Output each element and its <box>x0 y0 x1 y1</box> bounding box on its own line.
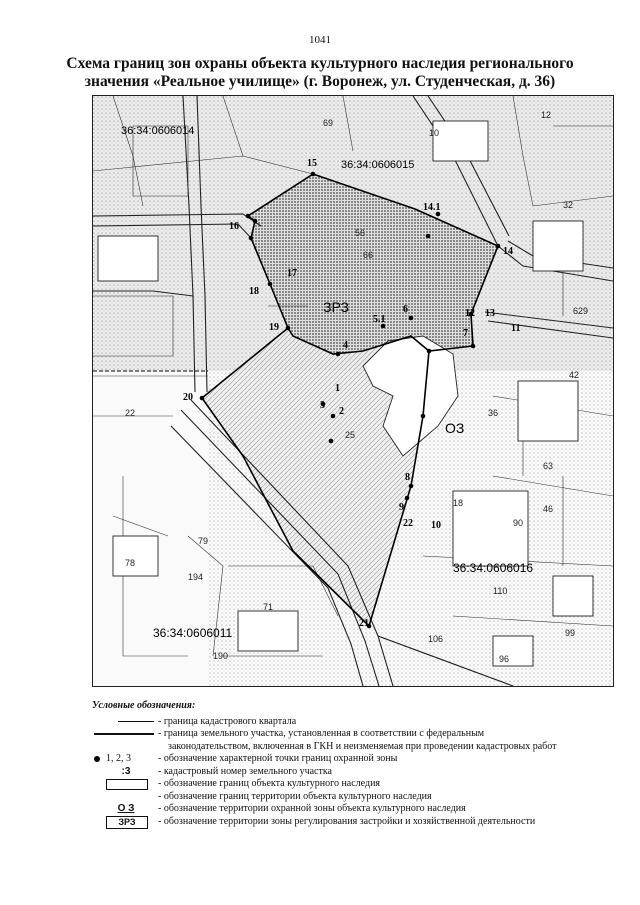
building-36 <box>518 381 578 441</box>
oz-label: ОЗ <box>445 420 465 436</box>
zrz-symbol: ЗРЗ <box>106 816 148 829</box>
legend-row-quarter <box>92 716 612 729</box>
svg-text:25: 25 <box>345 430 356 440</box>
point-dot-icon <box>94 756 100 762</box>
parcel-number-symbol: :3 <box>121 765 131 777</box>
svg-text:6: 6 <box>403 304 408 315</box>
building-90 <box>453 491 528 566</box>
legend-row-oz <box>92 803 612 816</box>
svg-text:19: 19 <box>269 322 279 333</box>
page-title <box>40 55 600 91</box>
svg-text:32: 32 <box>563 200 574 210</box>
legend-points-text: - обозначение характерной точки границ охранной зоны <box>158 753 398 764</box>
building-10 <box>433 121 488 161</box>
svg-text:22: 22 <box>403 518 413 529</box>
legend-parcel-number-text: - кадастровый номер земельного участка <box>158 765 332 777</box>
legend-quarter-text: - граница кадастрового квартала <box>158 715 297 727</box>
svg-text:14: 14 <box>503 246 513 257</box>
legend-title: Условные обозначения: <box>92 700 196 711</box>
building-upper-left <box>98 236 158 281</box>
legend-row-parcel-2 <box>92 741 612 754</box>
svg-text:2: 2 <box>339 406 344 417</box>
quarter-label-11: 36:34:0606011 <box>153 626 233 640</box>
svg-text:12: 12 <box>541 110 552 120</box>
legend-oz-text: - обозначение территории охранной зоны объекта культурного наследия <box>158 803 466 814</box>
quarter-label-16: 36:34:0606016 <box>453 561 534 575</box>
svg-text:63: 63 <box>543 461 554 471</box>
svg-text:71: 71 <box>263 602 274 612</box>
legend-parcel-text-1: - граница земельного участка, установленная в соответствии с федеральным <box>158 728 485 739</box>
svg-text:4: 4 <box>343 340 348 351</box>
building-78 <box>113 536 158 576</box>
svg-text:18: 18 <box>249 286 259 297</box>
title-line-2: значения «Реальное училище» (г. Воронеж, ул. Студенческая, д. 36) <box>84 73 556 90</box>
legend-row-zrz <box>92 816 612 829</box>
svg-text:629: 629 <box>573 306 589 316</box>
svg-text:17: 17 <box>287 268 297 279</box>
title-line-1: Схема границ зон охраны объекта культурного наследия регионального <box>66 55 574 72</box>
legend-object-border-text: - обозначение границ объекта культурного наследия <box>158 778 381 789</box>
svg-text:110: 110 <box>493 586 508 596</box>
page-number: 1041 <box>309 34 331 46</box>
oz-symbol: О З <box>117 803 135 814</box>
svg-text:79: 79 <box>198 536 209 546</box>
svg-text:11: 11 <box>511 323 521 334</box>
svg-text:78: 78 <box>125 558 136 568</box>
svg-text:69: 69 <box>323 118 334 128</box>
svg-text:15: 15 <box>307 158 317 169</box>
svg-text:56: 56 <box>355 228 366 238</box>
legend-zrz-text: - обозначение территории зоны регулирования застройки и хозяйственной деятельности <box>158 815 536 827</box>
svg-text:18: 18 <box>453 498 464 508</box>
svg-text:99: 99 <box>565 628 576 638</box>
cadastral-map <box>92 95 614 687</box>
svg-text:194: 194 <box>188 572 204 582</box>
building-32 <box>533 221 583 271</box>
legend-row-object-border <box>92 778 612 791</box>
points-symbol: 1, 2, 3 <box>106 753 131 764</box>
legend-row-points <box>92 753 612 766</box>
legend-row-parcel-number <box>92 766 612 779</box>
svg-text:106: 106 <box>428 634 444 644</box>
svg-text:9: 9 <box>399 502 404 513</box>
svg-text:190: 190 <box>213 651 229 661</box>
svg-text:36: 36 <box>488 408 499 418</box>
svg-text:8: 8 <box>405 472 410 483</box>
svg-text:20: 20 <box>183 392 193 403</box>
svg-text:66: 66 <box>363 250 374 260</box>
svg-text:21: 21 <box>359 618 369 629</box>
svg-text:7: 7 <box>463 328 468 339</box>
svg-text:5.1: 5.1 <box>373 314 386 325</box>
parcel-line-symbol <box>94 733 154 735</box>
svg-text:12: 12 <box>465 308 475 319</box>
legend-territory-border-text: - обозначение границ территории объекта культурного наследия <box>158 790 432 802</box>
svg-text:42: 42 <box>569 370 580 380</box>
svg-text:3: 3 <box>320 400 325 411</box>
svg-text:10: 10 <box>431 520 441 531</box>
svg-text:13: 13 <box>485 308 495 319</box>
quarter-label-14: 36:34:0606014 <box>121 125 195 137</box>
quarter-label-15: 36:34:0606015 <box>341 159 415 171</box>
object-border-symbol <box>106 779 148 790</box>
legend <box>92 700 612 828</box>
svg-text:90: 90 <box>513 518 524 528</box>
map-canvas <box>93 96 613 686</box>
svg-text:14.1: 14.1 <box>423 202 441 213</box>
svg-text:10: 10 <box>429 128 440 138</box>
legend-parcel-text-2: законодательством, включенная в ГКН и неизменяемая при проведении кадастровых работ <box>168 740 557 752</box>
svg-text:46: 46 <box>543 504 554 514</box>
svg-text:22: 22 <box>125 408 136 418</box>
svg-text:16: 16 <box>229 221 239 232</box>
legend-row-territory-border <box>92 791 612 804</box>
svg-text:96: 96 <box>499 654 510 664</box>
zrz-label: ЗРЗ <box>323 299 349 315</box>
svg-text:1: 1 <box>335 383 340 394</box>
building-71 <box>238 611 298 651</box>
quarter-line-symbol <box>118 721 154 722</box>
building-99 <box>553 576 593 616</box>
legend-row-parcel <box>92 728 612 741</box>
